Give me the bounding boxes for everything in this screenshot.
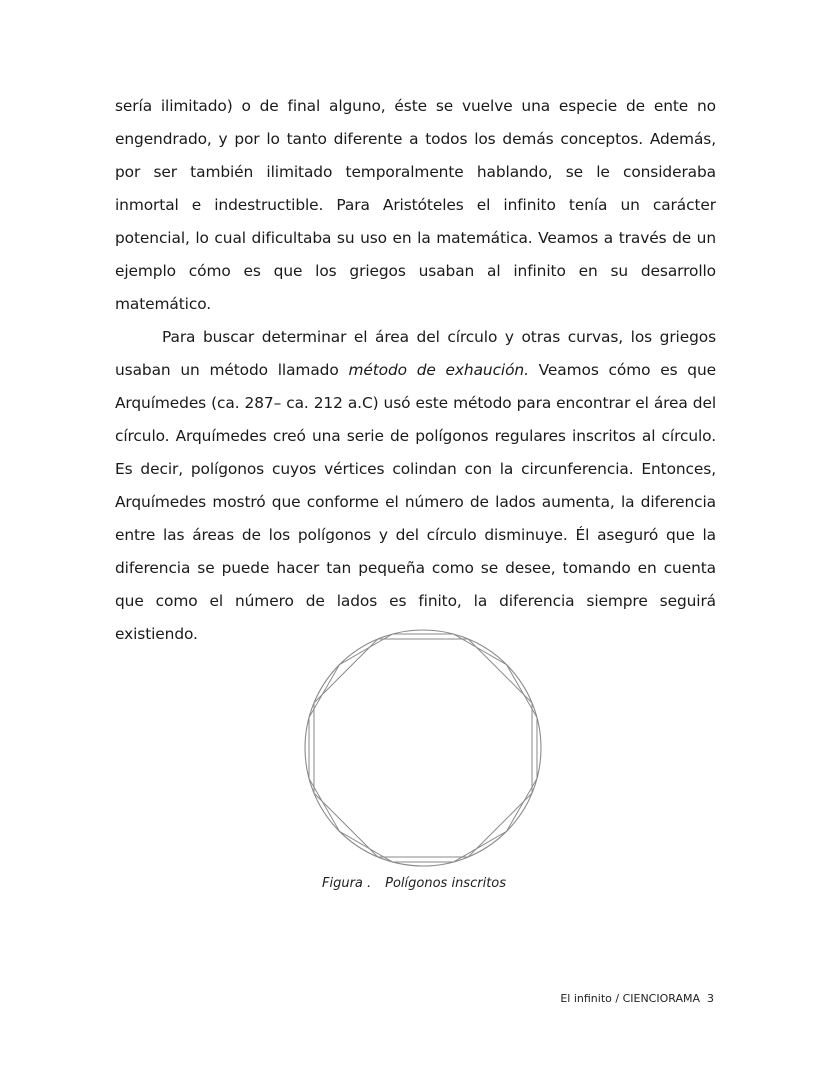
paragraph-2-end: Veamos cómo es que Arquímedes (ca. 287– ca. 212 a.C) usó este método para encontrar el área del círculo. Arquímedes creó una serie de polígonos regulares inscritos al círculo. Es decir, polígonos cuyos vértices colindan con la circunferencia. Entonces, Arquímedes mostró que conforme el número de lados aumenta, la diferencia entre las áreas de los polígonos y del círculo disminuye. Él aseguró que la diferencia se puede hacer tan pequeña como se desee, tomando en cuenta que como el número de lados es finito, la diferencia siempre seguirá existiendo. [115,361,716,643]
body-text [115,90,716,651]
inscribed-polygons-figure [302,628,544,868]
polygon-12-sides [309,634,537,862]
method-name-emphasis: método de exhaución. [348,361,529,379]
paragraph-1: sería ilimitado) o de final alguno, éste se vuelve una especie de ente no engendrado, y por lo tanto diferente a todos los demás conceptos. Además, por ser también ilimitado temporalmente hablando, se le consideraba inmortal e indestructible. Para Aristóteles el infinito tenía un carácter potencial, lo cual dificultaba su uso en la matemática. Veamos a través de un ejemplo cómo es que los griegos usaban al infinito en su desarrollo matemático. [115,97,716,313]
polygon-8-sides [314,639,532,857]
circle [305,630,541,866]
footer-title: El infinito / CIENCIORAMA [560,992,700,1005]
caption-text: Polígonos inscritos [385,876,507,891]
inscribed-polygons [309,634,537,862]
figure-caption [0,876,828,891]
paragraph-2 [115,321,716,651]
page-number: 3 [707,992,714,1005]
paragraph-2-start: Para buscar determinar el área del círculo y otras curvas, los griegos usaban un método llamado [115,328,716,379]
caption-label: Figura . [321,876,372,891]
page-footer [560,992,714,1005]
